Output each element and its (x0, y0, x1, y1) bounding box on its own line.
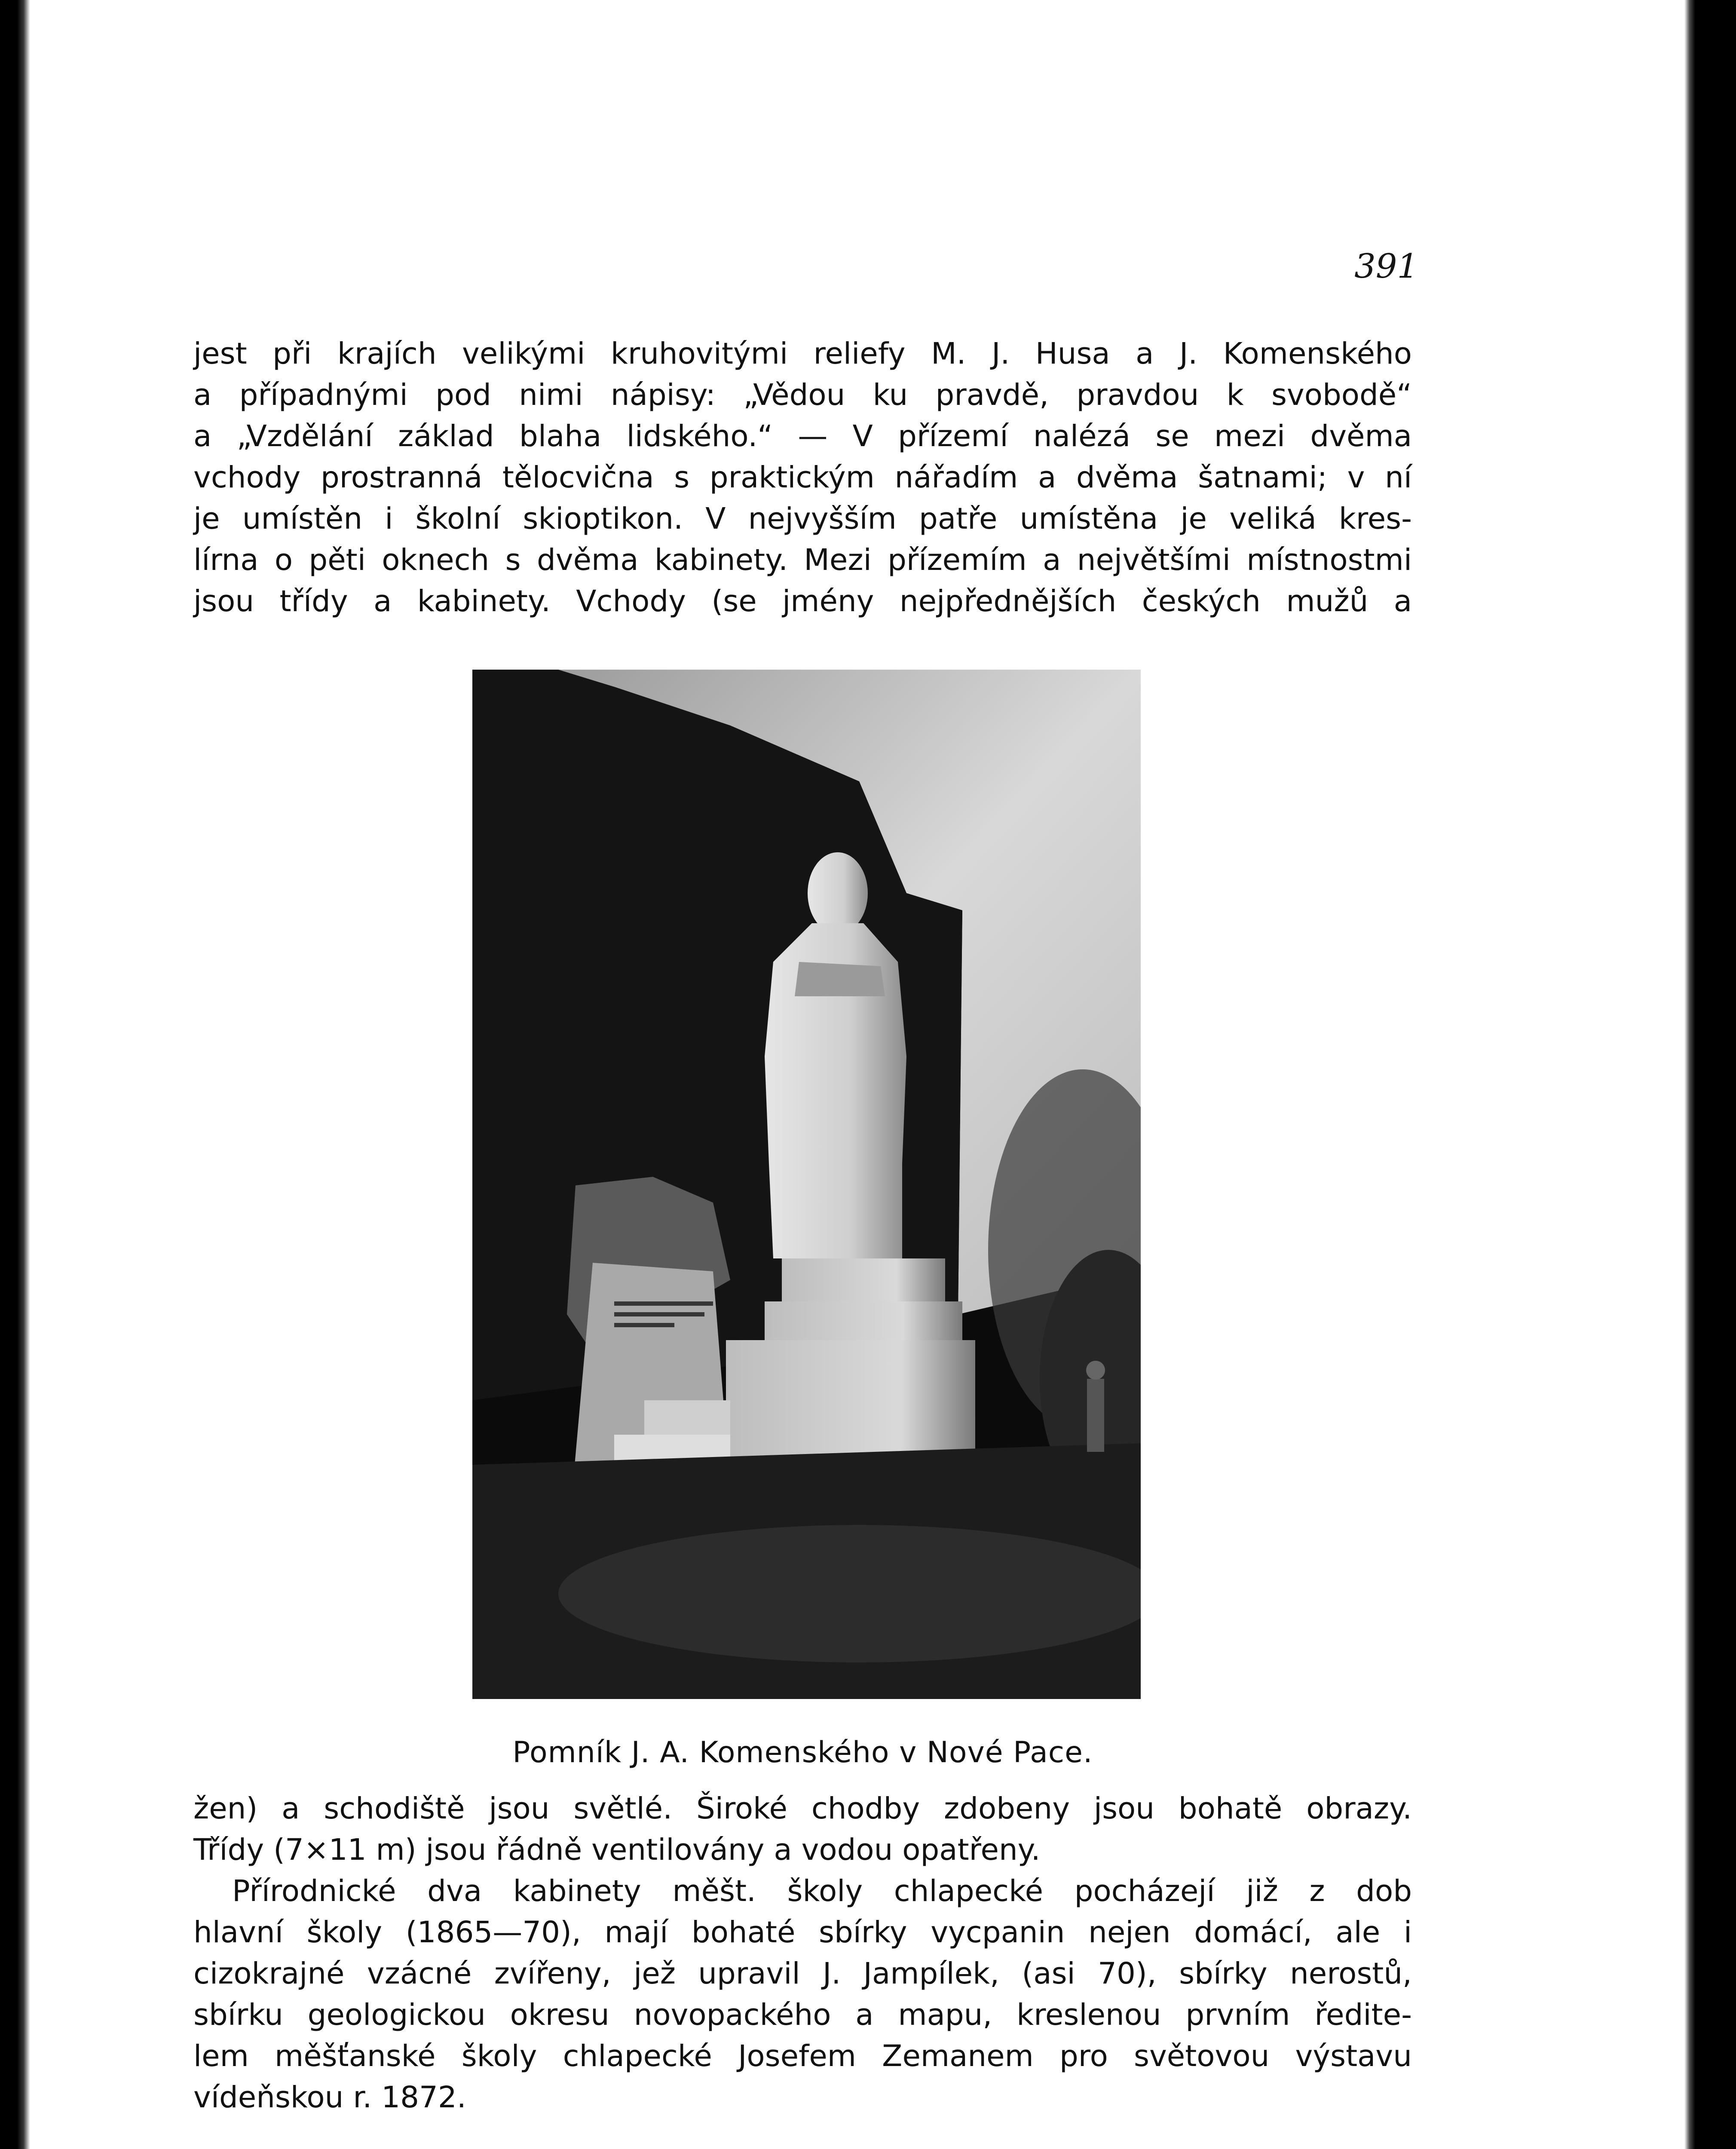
scan-edge-left (0, 0, 30, 2149)
text-line: žen) a schodiště jsou světlé. Široké chodby zdobeny jsou bohatě obrazy. (193, 1791, 1412, 1826)
text-line: Třídy (7×11 m) jsou řádně ventilovány a vodou opatřeny. (193, 1833, 1041, 1867)
scan-edge-right (1684, 0, 1736, 2149)
monument-photograph (472, 670, 1141, 1699)
text-line: vchody prostranná tělocvična s praktickým nářadím a dvěma šatnami; v ní (193, 460, 1412, 495)
text-line: Přírodnické dva kabinety měšt. školy chlapecké pocházejí již z dob (232, 1874, 1412, 1908)
paragraph-bottom (193, 1788, 1412, 2118)
text-line: a případnými pod nimi nápisy: „Vědou ku pravdě, pravdou k svobodě“ (193, 378, 1412, 412)
text-line: jsou třídy a kabinety. Vchody (se jmény nejpřednějších českých mužů a (193, 584, 1412, 618)
text-line: jest při krajích velikými kruhovitými reliefy M. J. Husa a J. Komenského (193, 337, 1412, 371)
text-line: hlavní školy (1865—70), mají bohaté sbírky vycpanin nejen domácí, ale i (193, 1915, 1412, 1950)
monument-photo-drawing (472, 670, 1141, 1699)
text-line: a „Vzdělání základ blaha lidského.“ — V přízemí nalézá se mezi dvěma (193, 419, 1412, 453)
text-line: cizokrajné vzácné zvířeny, jež upravil J. Jampílek, (asi 70), sbírky nerostů, (193, 1956, 1412, 1991)
text-line: vídeňskou r. 1872. (193, 2080, 466, 2115)
text-line: lem měšťanské školy chlapecké Josefem Zemanem pro světovou výstavu (193, 2039, 1412, 2073)
figure-caption: Pomník J. A. Komenského v Nové Pace. (512, 1736, 1093, 1769)
text-line: je umístěn i školní skioptikon. V nejvyšším patře umístěna je veliká kres- (193, 502, 1412, 536)
page-number: 391 (1354, 247, 1418, 286)
text-line: lírna o pěti oknech s dvěma kabinety. Mezi přízemím a největšími místnostmi (193, 543, 1412, 577)
paragraph-top (193, 333, 1412, 622)
text-line: sbírku geologickou okresu novopackého a mapu, kreslenou prvním ředite- (193, 1998, 1412, 2032)
